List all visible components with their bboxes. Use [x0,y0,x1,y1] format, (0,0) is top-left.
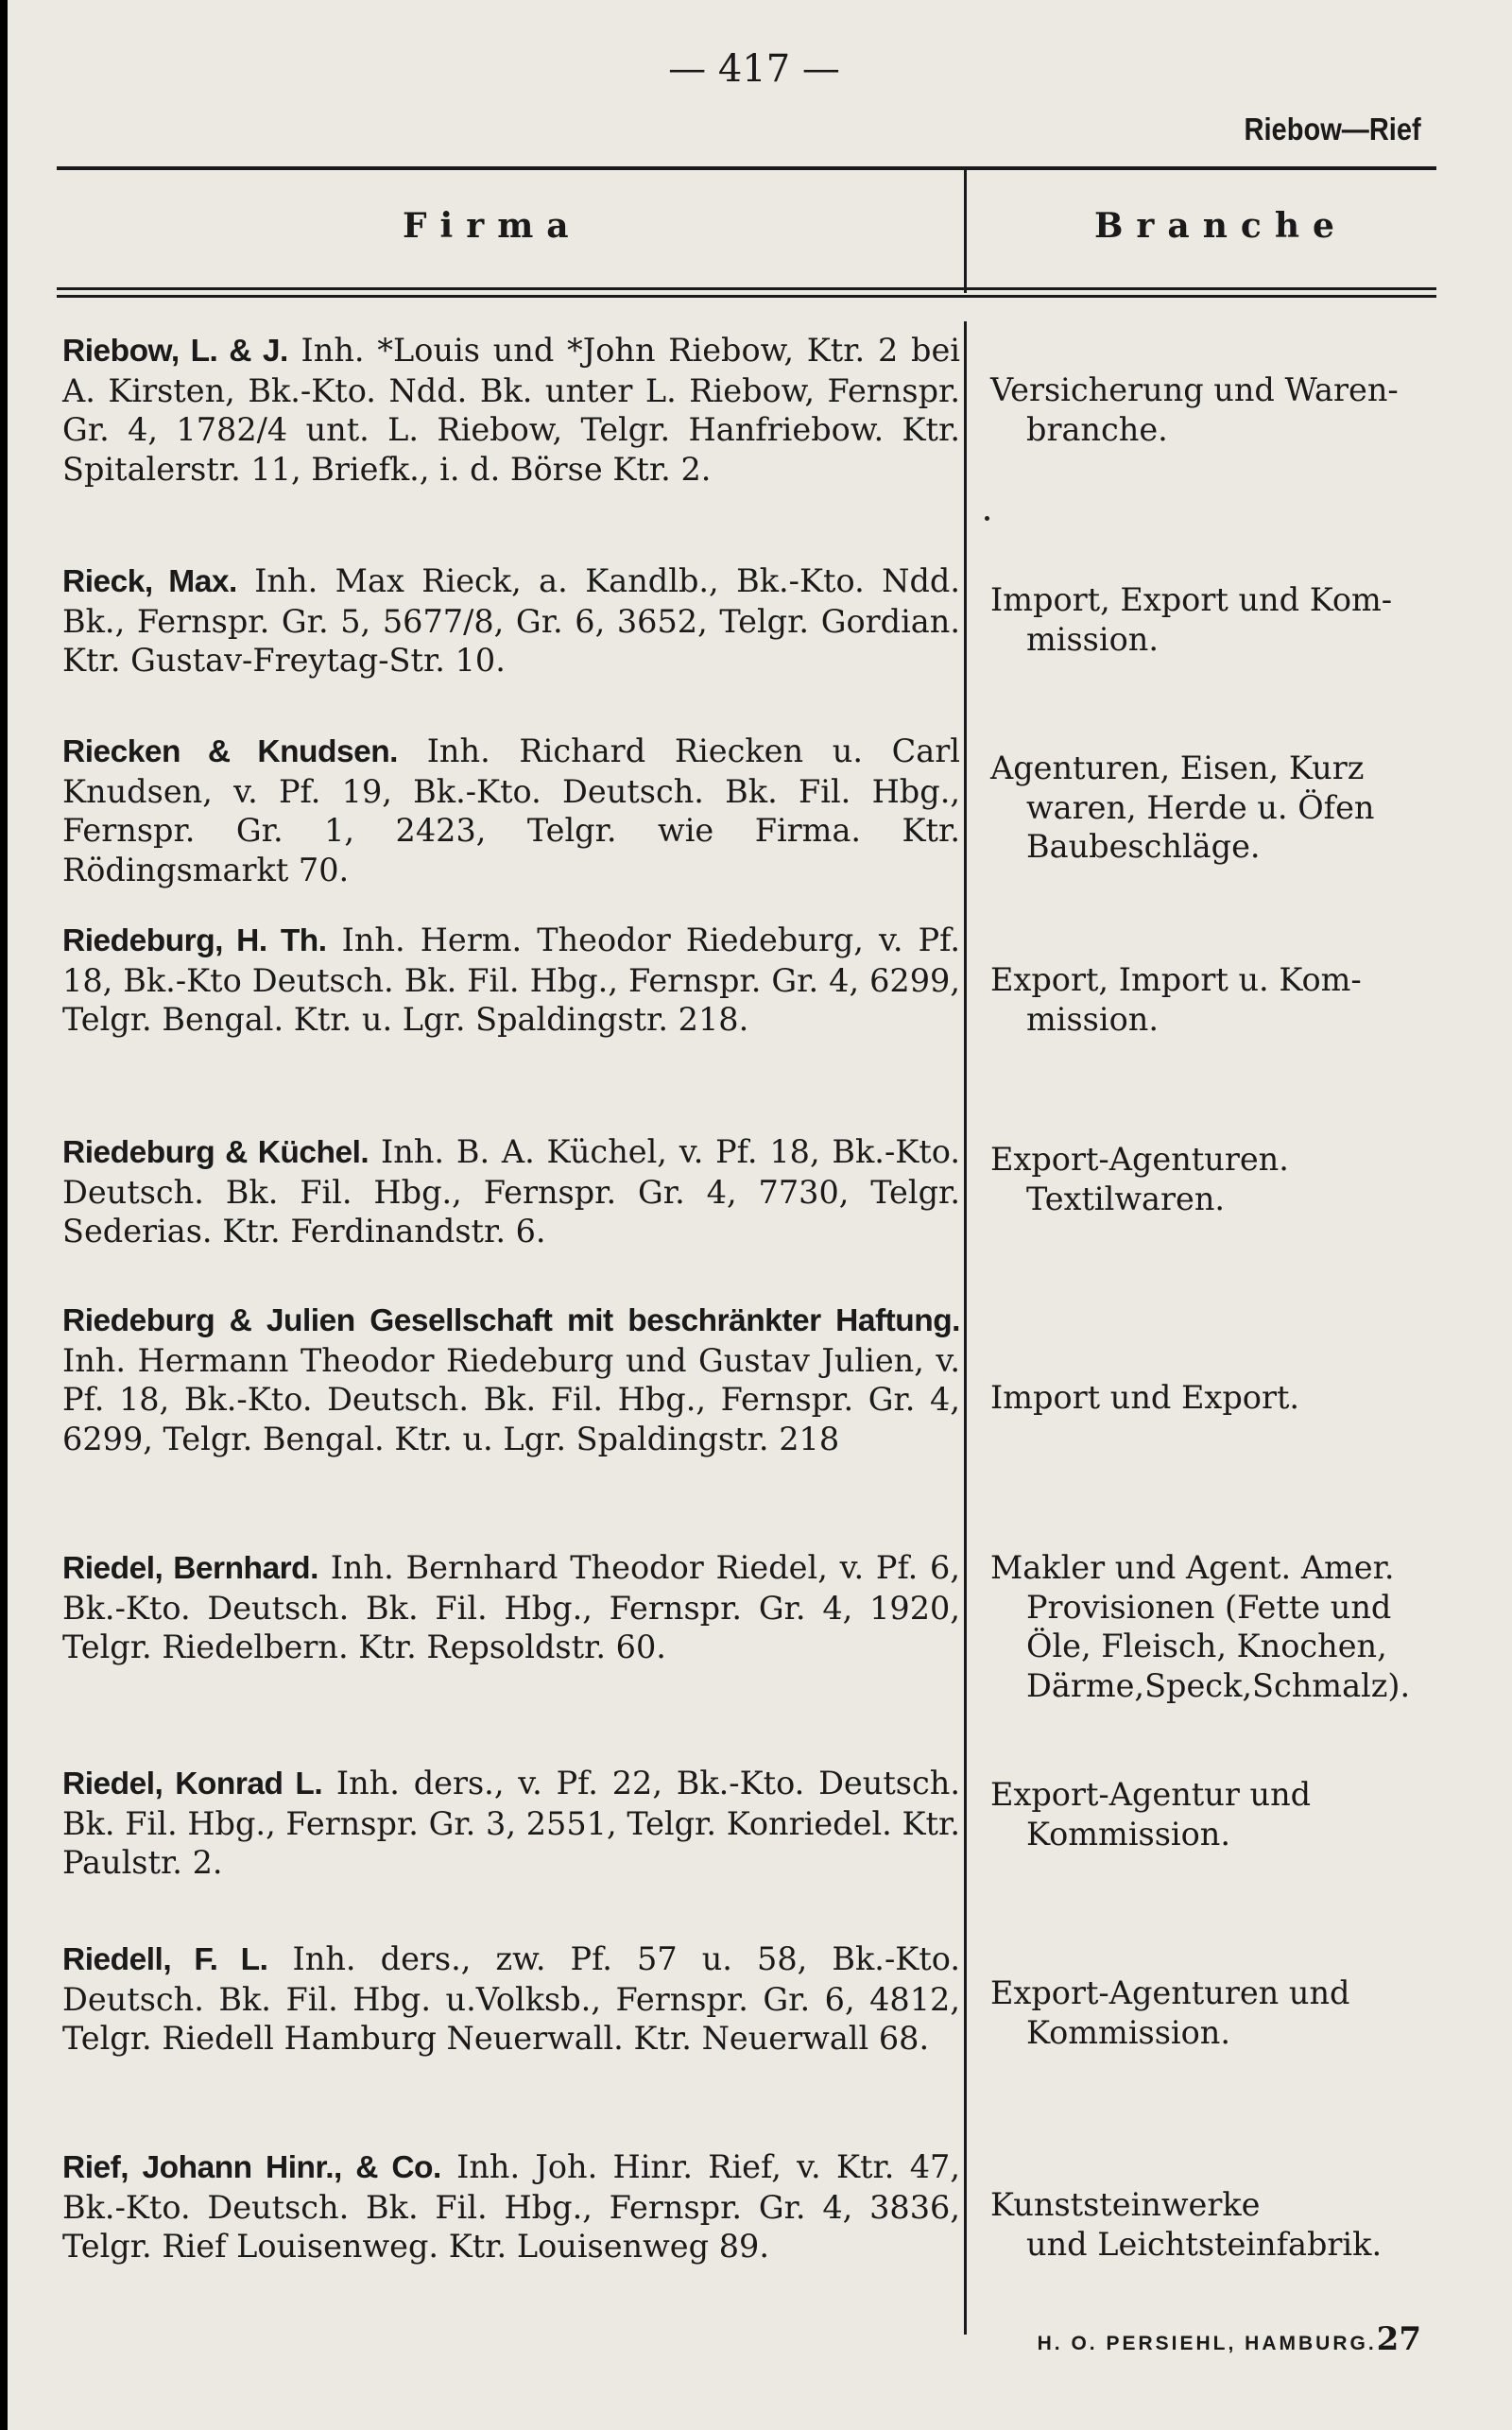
firm-details: Inh. Max Rieck, a. Kandlb., Bk.-Kto. Ndd. Bk., Fernspr. Gr. 5, 5677/8, Gr. 6, 3652, Telgr. Gordian. Ktr. Gustav-Freytag-Str. 10. [62,562,960,679]
branche-line: Därme,Speck,Schmalz). [1026,1666,1411,1704]
branche-line: branche. [1026,410,1168,448]
branche-line: mission. [1026,620,1159,658]
branche-cell [990,2185,1444,2264]
branche-line: Export-Agentur und [990,1776,1312,1813]
column-head-firma: Firma [403,206,582,246]
firm-details: Inh. ders., zw. Pf. 57 u. 58, Bk.-Kto. Deutsch. Bk. Fil. Hbg. u.Volksb., Fernspr. Gr. 6, 4812, Telgr. Riedell Hamburg Neuerwall. Ktr. Neuerwall 68. [62,1940,960,2057]
branche-cell [990,960,1444,1039]
firm-details: Inh. *Louis und *John Riebow, Ktr. 2 bei A. Kirsten, Bk.-Kto. Ndd. Bk. unter L. Riebow, Fernspr. Gr. 4, 1782/4 unt. L. Riebow, Telgr. Hanfriebow. Ktr. Spitalerstr. 11, Briefk., i. d. Börse Ktr. 2. [62,332,960,488]
firm-details: Inh. B. A. Küchel, v. Pf. 18, Bk.-Kto. Deutsch. Bk. Fil. Hbg., Fernspr. Gr. 4, 7730, Telgr. Sederias. Ktr. Ferdinandstr. 6. [62,1133,960,1249]
firm-details: Inh. Hermann Theodor Riedeburg und Gustav Julien, v. Pf. 18, Bk.-Kto. Deutsch. Bk. Fil. Hbg., Fernspr. Gr. 4, 6299, Telgr. Bengal. Ktr. u. Lgr. Spaldingstr. 218 [62,1341,960,1457]
branche-line: Export, Import u. Kom- [990,961,1362,998]
header-rule-lower [57,295,1436,298]
branche-line: waren, Herde u. Öfen [1026,788,1375,826]
branche-line: Textilwaren. [1026,1180,1226,1217]
branche-line: mission. [1026,1000,1159,1038]
branche-cell [990,1378,1444,1418]
branche-cell [990,1973,1444,2052]
firm-name: Riedeburg, H. Th. [62,923,327,958]
firm-cell [62,561,960,681]
firm-cell [62,1132,960,1251]
firm-details: Inh. Richard Riecken u. Carl Knudsen, v. Pf. 19, Bk.-Kto. Deutsch. Bk. Fil. Hbg., Fernspr. Gr. 1, 2423, Telgr. wie Firma. Ktr. Rödingsmarkt 70. [62,732,960,888]
firm-name: Rief, Johann Hinr., & Co. [62,2150,441,2185]
branche-line: Baubeschläge. [1026,828,1261,865]
page-number: — 417 — [668,47,840,91]
firm-details: Inh. ders., v. Pf. 22, Bk.-Kto. Deutsch. Bk. Fil. Hbg., Fernspr. Gr. 3, 2551, Telgr. Konriedel. Ktr. Paulstr. 2. [62,1765,960,1881]
branche-line: Kommission. [1026,1815,1231,1853]
branche-cell [990,580,1444,659]
branche-line: Versicherung und Waren- [990,371,1399,408]
firm-details: Inh. Bernhard Theodor Riedel, v. Pf. 6, Bk.-Kto. Deutsch. Bk. Fil. Hbg., Fernspr. Gr. 4, 1920, Telgr. Riedelbern. Ktr. Repsoldstr. 60. [62,1549,960,1665]
firm-name: Riebow, L. & J. [62,334,288,369]
branche-line: Agenturen, Eisen, Kurz [990,750,1365,786]
top-rule [57,166,1436,170]
header-column-divider [964,170,967,293]
column-head-branche: Branche [1094,206,1348,246]
firm-cell [62,2147,960,2266]
firm-name: Riedel, Bernhard. [62,1551,318,1586]
print-speck [985,516,989,521]
branche-line: Export-Agenturen. [990,1141,1289,1178]
firm-name: Rieck, Max. [62,564,237,599]
header-rule-upper [57,287,1436,290]
firm-name: Riedeburg & Küchel. [62,1135,369,1170]
firm-cell [62,921,960,1040]
branche-line: Import und Export. [990,1379,1300,1416]
firm-cell [62,1764,960,1883]
directory-page [8,0,1512,2430]
branche-line: Import, Export und Kom- [990,581,1393,618]
firm-name: Riedeburg & Julien Gesellschaft mit beschränkter Haftung. [62,1303,960,1338]
firm-cell [62,1939,960,2059]
branche-line: Kunststeinwerke [990,2186,1261,2223]
printer-imprint [1038,2320,1421,2358]
branche-line: und Leichtsteinfabrik. [1026,2225,1383,2263]
branche-line: Öle, Fleisch, Knochen, [1026,1628,1387,1664]
branche-cell [990,749,1444,867]
firm-name: Riedell, F. L. [62,1942,268,1977]
branche-line: Provisionen (Fette und [1026,1588,1392,1626]
branche-line: Kommission. [1026,2013,1231,2051]
branche-line: Makler und Agent. Amer. [990,1549,1395,1586]
branche-cell [990,1548,1444,1705]
firm-name: Riedel, Konrad L. [62,1766,323,1801]
running-head: Riebow—Rief [1244,112,1421,146]
branche-line: Export-Agenturen und [990,1974,1350,2011]
printer-name: H. O. PERSIEHL, HAMBURG. [1037,2333,1377,2354]
signature-mark: 27 [1376,2320,1421,2358]
branche-cell [990,1140,1444,1218]
firm-cell [62,1548,960,1667]
firm-cell [62,331,960,489]
firm-details: Inh. Joh. Hinr. Rief, v. Ktr. 47, Bk.-Kto. Deutsch. Bk. Fil. Hbg., Fernspr. Gr. 4, 3836, Telgr. Rief Louisenweg. Ktr. Louisenweg 89. [62,2148,960,2265]
branche-cell [990,1775,1444,1853]
firm-name: Riecken & Knudsen. [62,734,398,769]
branche-cell [990,371,1444,449]
body-column-divider [964,321,967,2335]
firm-cell [62,1301,960,1458]
firm-cell [62,732,960,889]
firm-details: Inh. Herm. Theodor Riedeburg, v. Pf. 18, Bk.-Kto Deutsch. Bk. Fil. Hbg., Fernspr. Gr. 4, 6299, Telgr. Bengal. Ktr. u. Lgr. Spaldingstr. 218. [62,922,960,1038]
